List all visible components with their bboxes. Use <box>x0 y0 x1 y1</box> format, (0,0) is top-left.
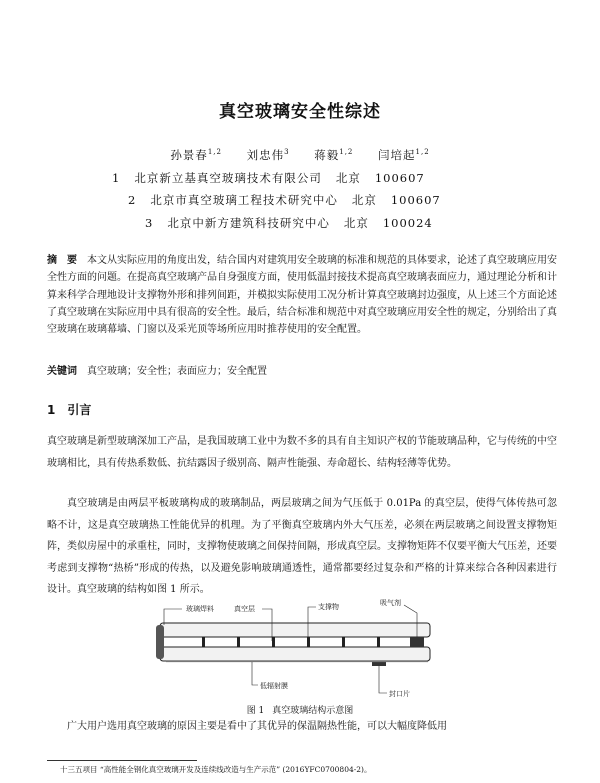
structure-diagram <box>142 595 457 710</box>
author-affil-sup: 1,2 <box>207 148 222 157</box>
abstract <box>47 252 557 338</box>
abstract-text: 本文从实际应用的角度出发，结合国内对建筑用安全玻璃的标准和规范的具体要求，论述了真空玻璃应用安全性方面的问题。在提高真空玻璃产品自身强度方面，使用低温封接技术提高真空玻璃表面应力，通过理论分析和计算来科学合理地设计支撑物外形和排列间距，并模拟实际使用工况分析计算真空玻璃封边强度，从上述三个方面论述了真空玻璃在实际应用中具有很高的安全性。最后，结合标准和规范中对真空玻璃应用安全性的规定，分别给出了真空玻璃在玻璃幕墙、门窗以及采光顶等场所应用时推荐使用的安全配置。 <box>47 255 557 336</box>
support-pillars <box>202 637 380 647</box>
caption-text: 真空玻璃结构示意图 <box>272 706 354 716</box>
author-name: 蒋毅 <box>314 148 340 162</box>
label-seal: 封口片 <box>389 690 410 698</box>
section-number: 1 <box>47 403 56 417</box>
label-solder: 玻璃焊料 <box>186 605 214 613</box>
section-title: 引言 <box>67 403 92 417</box>
support-pillar <box>237 637 240 647</box>
affiliation-1 <box>112 170 439 186</box>
affiliation-org: 北京新立基真空玻璃技术有限公司 <box>134 171 322 185</box>
affiliation-zip: 100607 <box>374 171 425 185</box>
author-name: 孙景春 <box>170 148 208 162</box>
leader-lowe <box>252 662 258 685</box>
affiliation-3 <box>145 215 447 231</box>
keywords-text: 真空玻璃；安全性；表面应力；安全配置 <box>87 366 267 377</box>
label-vacuum: 真空层 <box>234 605 255 613</box>
affiliation-city: 北京 <box>335 171 361 185</box>
paper-title: 真空玻璃安全性综述 <box>219 102 381 122</box>
author-4 <box>378 148 430 162</box>
label-lowe: 低辐射膜 <box>260 682 288 690</box>
keywords-label: 关键词 <box>47 366 77 377</box>
author-affil-sup: 3 <box>284 148 290 157</box>
keywords <box>47 363 557 380</box>
figure-caption <box>0 703 600 716</box>
affiliation-city: 北京 <box>343 216 369 230</box>
paragraph-2: 真空玻璃是由两层平板玻璃构成的玻璃制品，两层玻璃之间为气压低于 0.01Pa 的真空层，使得气体传热可忽略不计，这是真空玻璃热工性能优异的机理。为了平衡真空玻璃内外大气压差，必须在两层玻璃之间设置支撑物矩阵，类似房屋中的承重柱，同时，支撑物使玻璃之间保持间隔，形成真空层。支撑物矩阵不仅要平衡大气压差，还要考虑到支撑物“热桥”形成的传热，以及避免影响玻璃通透性，通常都要经过复杂和严格的计算来综合各种因素进行设计。真空玻璃的结构如图 1 所示。 <box>47 498 557 595</box>
label-getter: 吸气剂 <box>380 599 401 607</box>
edge-solder-seal <box>156 625 164 659</box>
author-2 <box>247 148 290 162</box>
affiliation-org: 北京市真空玻璃工程技术研究中心 <box>150 193 338 207</box>
support-pillar <box>202 637 205 647</box>
author-name: 闫培起 <box>378 148 416 162</box>
author-3 <box>314 148 353 162</box>
affiliation-2 <box>128 192 455 208</box>
affiliation-number: 3 <box>145 216 154 230</box>
affiliation-zip: 100607 <box>390 193 441 207</box>
author-1 <box>170 148 222 162</box>
paragraph-1: 真空玻璃是新型玻璃深加工产品，是我国玻璃工业中为数不多的具有自主知识产权的节能玻璃品种，它与传统的中空玻璃相比，具有传热系数低、抗结露因子级别高、隔声性能强、寿命超长、结构轻薄等优势。 <box>47 436 557 469</box>
getter-block <box>410 637 424 647</box>
caption-number: 图 1 <box>246 706 265 716</box>
affiliation-zip: 100024 <box>382 216 433 230</box>
support-pillar <box>377 637 380 647</box>
glass-pane-top <box>160 623 430 637</box>
affiliation-city: 北京 <box>351 193 377 207</box>
support-pillar <box>272 637 275 647</box>
section-heading <box>47 401 91 418</box>
figure-vacuum-glass-structure <box>142 595 457 710</box>
affiliation-number: 1 <box>112 171 121 185</box>
author-name: 刘忠伟 <box>246 148 285 162</box>
abstract-label: 摘 要 <box>47 255 77 266</box>
glass-pane-bottom <box>160 647 430 661</box>
affiliation-number: 2 <box>128 193 137 207</box>
leader-seal <box>379 666 387 693</box>
author-line <box>0 147 600 163</box>
label-support: 支撑物 <box>318 603 339 611</box>
affiliation-org: 北京中新方建筑科技研究中心 <box>167 216 330 230</box>
footnote: 十三五项目 “高性能全钢化真空玻璃开发及连续线改造与生产示范” (2016YFC0700804-2)。 <box>60 765 372 774</box>
support-pillar <box>342 637 345 647</box>
support-pillar <box>307 637 310 647</box>
paragraph-3: 广大用户选用真空玻璃的原因主要是看中了其优异的保温隔热性能，可以大幅度降低用 <box>67 721 447 732</box>
author-affil-sup: 1,2 <box>415 148 430 157</box>
author-affil-sup: 1,2 <box>339 148 354 157</box>
footnote-rule <box>47 760 197 761</box>
